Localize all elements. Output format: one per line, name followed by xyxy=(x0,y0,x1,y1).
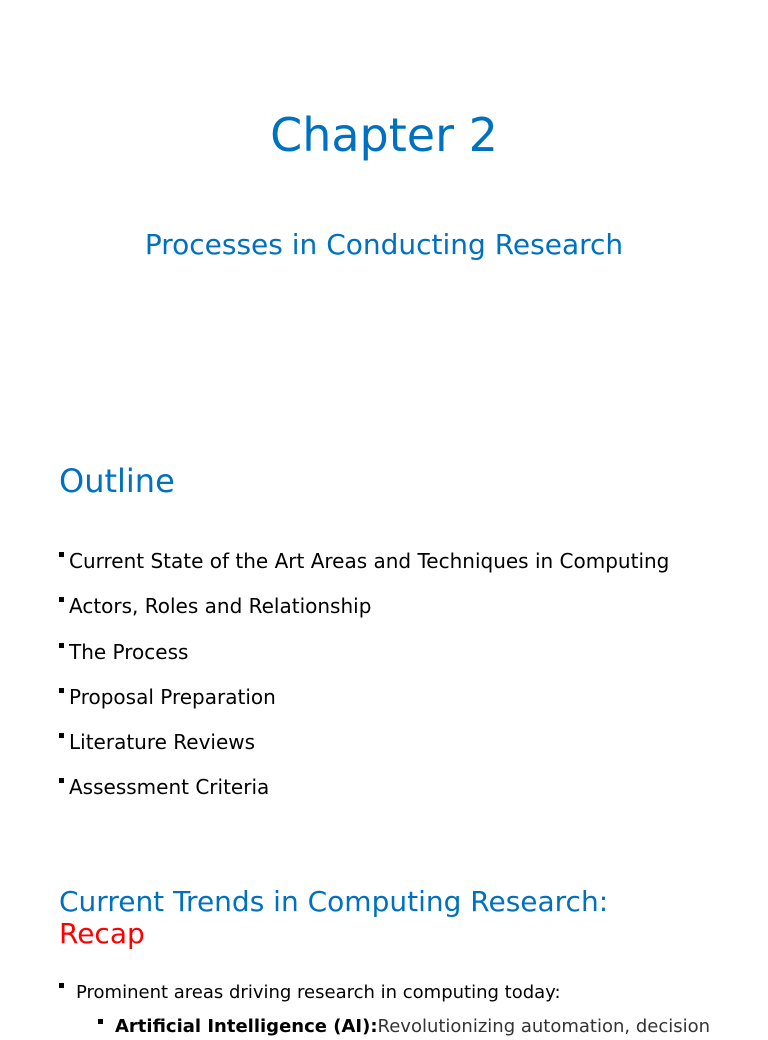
trends-sub-item xyxy=(98,1014,711,1040)
trends-heading xyxy=(59,886,608,950)
chapter-subtitle: Processes in Conducting Research xyxy=(144,228,624,261)
outline-item-label: The Process xyxy=(69,639,189,664)
outline-item-label: Proposal Preparation xyxy=(69,684,276,709)
outline-item xyxy=(59,548,669,593)
square-bullet-icon xyxy=(98,1019,103,1024)
square-bullet-icon xyxy=(59,643,64,648)
trends-item-label: Prominent areas driving research in computing today: xyxy=(76,982,561,1003)
outline-item-label: Current State of the Art Areas and Techniques in Computing xyxy=(69,549,670,573)
outline-item xyxy=(59,684,669,729)
square-bullet-icon xyxy=(59,552,64,557)
square-bullet-icon xyxy=(59,778,64,783)
outline-item xyxy=(59,774,669,819)
trends-sub-item-term: Artificial Intelligence (AI): xyxy=(115,1016,378,1037)
trends-heading-main: Current Trends in Computing Research: xyxy=(59,885,609,918)
trends-sub-item-text: Revolutionizing automation, decision xyxy=(377,1016,711,1037)
trends-item xyxy=(59,980,561,1006)
outline-item xyxy=(59,593,669,638)
square-bullet-icon xyxy=(59,733,64,738)
chapter-title: Chapter 2 xyxy=(270,108,498,162)
outline-item-label: Assessment Criteria xyxy=(69,775,270,800)
outline-item-label: Actors, Roles and Relationship xyxy=(69,594,372,619)
outline-item-label: Literature Reviews xyxy=(69,730,256,755)
outline-item xyxy=(59,639,669,684)
title-slide xyxy=(0,0,768,420)
trends-heading-recap: Recap xyxy=(59,917,145,950)
outline-heading: Outline xyxy=(59,462,175,500)
square-bullet-icon xyxy=(59,597,64,602)
square-bullet-icon xyxy=(59,688,64,693)
outline-list xyxy=(59,548,669,820)
trends-list xyxy=(59,980,561,1006)
outline-item xyxy=(59,729,669,774)
square-bullet-icon xyxy=(59,983,64,988)
